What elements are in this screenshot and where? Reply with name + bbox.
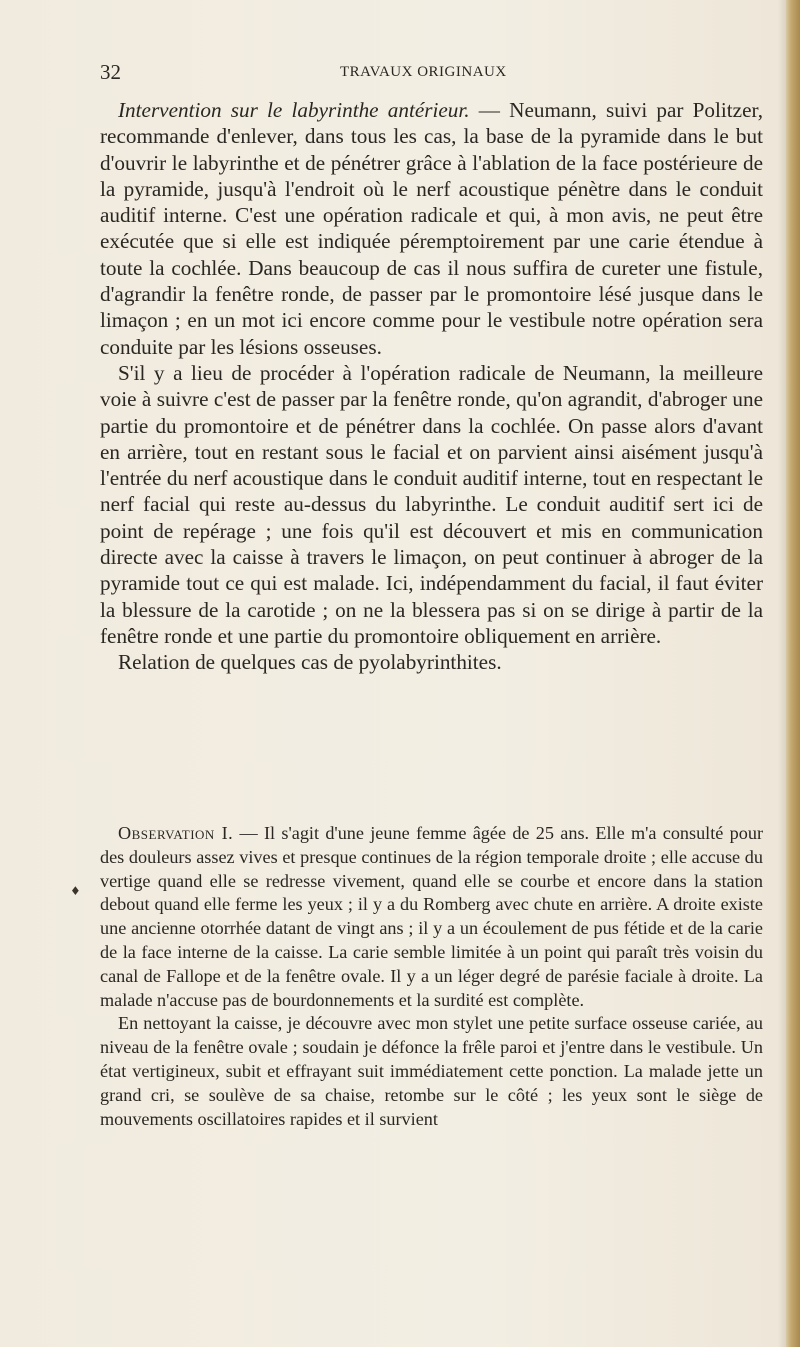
observation-text-1: — Il s'agit d'une jeune femme âgée de 25 ans. Elle m'a consulté pour des douleurs assez vives et presque continues de la région temporale droite ; elle accuse du vertige quand elle se redresse vivement, quand elle se courbe et encore dans la station debout quand elle ferme les yeux ; il y a du Romberg avec chute en arrière. A droite existe une ancienne otorrhée datant de vingt ans ; il y a un écoulement de pus fétide et de la carie de la face interne de la caisse. La carie semble limitée à un point qui paraît très voisin du canal de Fallope et de la fenêtre ovale. Il y a un léger degré de parésie faciale à droite. La malade n'accuse pas de bourdonnements et la surdité est complète.	[100, 823, 763, 1010]
page-gutter-shadow	[778, 0, 786, 1347]
paragraph-relation: Relation de quelques cas de pyolabyrinthites.	[118, 650, 502, 675]
page-edge	[786, 0, 800, 1347]
observation-text	[100, 822, 763, 1131]
margin-mark: ♦	[70, 884, 81, 898]
page-header	[100, 60, 760, 84]
paragraph-operation: S'il y a lieu de procéder à l'opération radicale de Neumann, la meilleure voie à suivre c'est de passer par la fenêtre ronde, qu'on agrandit, d'abroger une partie du promontoire et de pénétrer dans la cochlée. On passe alors d'avant en arrière, tout en restant sous le facial et on parvient ainsi aisément jusqu'à l'entrée du nerf acoustique dans le conduit auditif interne, tout en respectant le nerf facial qui reste au-dessus du labyrinthe. Le conduit auditif sert ici de point de repérage ; une fois qu'il est découvert et mis en communication directe avec la caisse à travers le limaçon, on peut continuer à abroger de la pyramide tout ce qui est malade. Ici, indépendamment du facial, il faut éviter la blessure de la carotide ; on ne la blessera pas si on se dirige à partir de la fenêtre ronde et une partie du promontoire obliquement en arrière.	[100, 360, 763, 648]
running-title: TRAVAUX ORIGINAUX	[340, 64, 507, 80]
paragraph-intervention	[100, 97, 763, 360]
observation-label: Observation I.	[118, 823, 234, 843]
main-text	[100, 97, 763, 676]
observation-paragraph-1	[100, 822, 763, 1012]
observation-paragraph-2: En nettoyant la caisse, je découvre avec mon stylet une petite surface osseuse cariée, au niveau de la fenêtre ovale ; soudain je défonce la frêle paroi et j'entre dans le vestibule. Un état vertigineux, subit et effrayant suit immédiatement cette ponction. La malade jette un grand cri, se soulève de sa chaise, retombe sur le côté ; les yeux sont le siège de mouvements oscillatoires rapides et il survient	[100, 1013, 763, 1129]
paragraph-text: — Neumann, suivi par Politzer, recommande d'enlever, dans tous les cas, la base de la pyramide dans le but d'ouvrir le labyrinthe et de pénétrer grâce à l'ablation de la face postérieure de la pyramide, jusqu'à l'endroit où le nerf acoustique pénètre dans le conduit auditif interne. C'est une opération radicale et qui, à mon avis, ne peut être exécutée que si elle est indiquée péremptoirement par une carie étendue à toute la cochlée. Dans beaucoup de cas il nous suffira de cureter une fistule, d'agrandir la fenêtre ronde, de passer par le promontoire lésé jusque dans le limaçon ; en un mot ici encore comme pour le vestibule notre opération sera conduite par les lésions osseuses.	[100, 98, 763, 359]
section-title: Intervention sur le labyrinthe antérieur.	[118, 98, 470, 122]
page-number: 32	[100, 60, 121, 84]
